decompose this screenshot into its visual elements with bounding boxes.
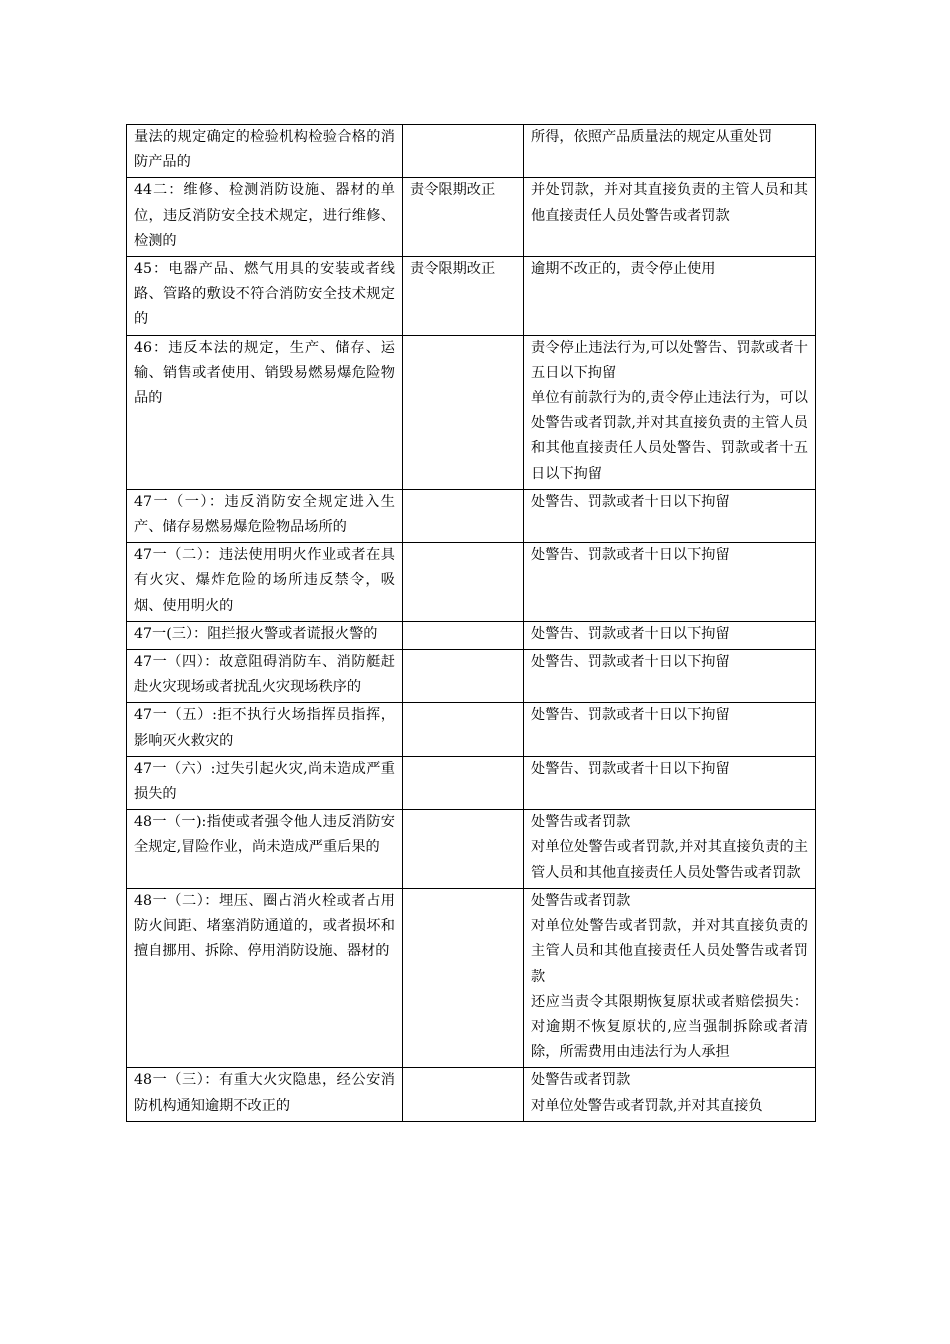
regulation-table (126, 124, 816, 1122)
measure-cell (403, 1068, 524, 1121)
penalty-paragraph: 处警告或者罚款 (531, 892, 631, 909)
violation-cell: 48一（三）：有重大火灾隐患，经公安消防机构通知逾期不改正的 (127, 1068, 403, 1121)
violation-cell: 47一（五）:拒不执行火场指挥员指挥，影响灭火救灾的 (127, 703, 403, 756)
table-row (127, 756, 816, 809)
table-row (127, 810, 816, 889)
penalty-paragraph: 所得，依照产品质量法的规定从重处罚 (531, 129, 773, 145)
penalty-paragraph: 处警告或者罚款 (531, 814, 631, 831)
penalty-cell (524, 178, 816, 257)
measure-cell (403, 810, 524, 889)
measure-cell (403, 703, 524, 756)
penalty-paragraph: 处警告、罚款或者十日以下拘留 (531, 707, 730, 724)
table-row (127, 125, 816, 178)
penalty-cell (524, 125, 816, 178)
violation-cell: 46：违反本法的规定，生产、储存、运输、销售或者使用、销毁易燃易爆危险物品的 (127, 335, 403, 489)
penalty-paragraph: 对单位处警告或者罚款,并对其直接负责的主管人员和其他直接责任人员处警告或者罚款 (531, 839, 808, 881)
violation-cell: 47一（一）：违反消防安全规定进入生产、储存易燃易爆危险物品场所的 (127, 489, 403, 542)
penalty-cell (524, 489, 816, 542)
table-row (127, 650, 816, 703)
penalty-cell (524, 888, 816, 1067)
penalty-paragraph: 处警告、罚款或者十日以下拘留 (531, 760, 730, 777)
penalty-paragraph: 处警告、罚款或者十日以下拘留 (531, 654, 730, 671)
violation-cell: 47一（二）：违法使用明火作业或者在具有火灾、爆炸危险的场所违反禁令，吸烟、使用明火的 (127, 543, 403, 622)
penalty-cell (524, 621, 816, 649)
penalty-paragraph: 处警告或者罚款 (531, 1072, 631, 1089)
violation-cell: 47一（六）:过失引起火灾,尚未造成严重损失的 (127, 756, 403, 809)
penalty-paragraph: 责令停止违法行为,可以处警告、罚款或者十五日以下拘留 (531, 339, 808, 381)
penalty-paragraph: 处警告、罚款或者十日以下拘留 (531, 625, 730, 642)
measure-cell (403, 543, 524, 622)
violation-cell: 量法的规定确定的检验机构检验合格的消防产品的 (127, 125, 403, 178)
table-row (127, 335, 816, 489)
measure-cell (403, 756, 524, 809)
table-row (127, 703, 816, 756)
violation-cell: 44二：维修、检测消防设施、器材的单位，违反消防安全技术规定，进行维修、检测的 (127, 178, 403, 257)
measure-cell (403, 489, 524, 542)
violation-cell: 48一（二）：埋压、圈占消火栓或者占用防火间距、堵塞消防通道的，或者损坏和擅自挪用、拆除、停用消防设施、器材的 (127, 888, 403, 1067)
penalty-cell (524, 257, 816, 336)
violation-cell: 48一（一):指使或者强令他人违反消防安全规定,冒险作业，尚未造成严重后果的 (127, 810, 403, 889)
penalty-paragraph: 单位有前款行为的,责令停止违法行为，可以处警告或者罚款,并对其直接负责的主管人员和其他直接责任人员处警告、罚款或者十五日以下拘留 (531, 390, 808, 482)
table-row (127, 543, 816, 622)
measure-cell (403, 888, 524, 1067)
measure-cell (403, 621, 524, 649)
penalty-cell (524, 1068, 816, 1121)
table-row (127, 257, 816, 336)
measure-cell (403, 335, 524, 489)
penalty-cell (524, 335, 816, 489)
violation-cell: 47一（四）：故意阻碍消防车、消防艇赶赴火灾现场或者扰乱火灾现场秩序的 (127, 650, 403, 703)
penalty-paragraph: 处警告、罚款或者十日以下拘留 (531, 493, 730, 510)
penalty-paragraph: 并处罚款，并对其直接负责的主管人员和其他直接责任人员处警告或者罚款 (531, 182, 808, 224)
penalty-cell (524, 543, 816, 622)
measure-cell: 责令限期改正 (403, 178, 524, 257)
penalty-cell (524, 703, 816, 756)
measure-cell: 责令限期改正 (403, 257, 524, 336)
measure-cell (403, 650, 524, 703)
table-body (127, 125, 816, 1122)
table-row (127, 1068, 816, 1121)
penalty-paragraph: 还应当责令其限期恢复原状或者赔偿损失：对逾期不恢复原状的,应当强制拆除或者清除，所需费用由违法行为人承担 (531, 993, 808, 1061)
table-row (127, 621, 816, 649)
penalty-paragraph: 对单位处警告或者罚款，并对其直接负责的主管人员和其他直接责任人员处警告或者罚款 (531, 918, 808, 985)
penalty-cell (524, 756, 816, 809)
penalty-cell (524, 810, 816, 889)
violation-cell: 47一(三）：阻拦报火警或者谎报火警的 (127, 621, 403, 649)
penalty-paragraph: 逾期不改正的，责令停止使用 (531, 261, 716, 278)
table-row (127, 489, 816, 542)
penalty-cell (524, 650, 816, 703)
penalty-paragraph: 对单位处警告或者罚款,并对其直接负 (531, 1097, 763, 1114)
table-row (127, 888, 816, 1067)
penalty-paragraph: 处警告、罚款或者十日以下拘留 (531, 547, 730, 564)
violation-cell: 45：电器产品、燃气用具的安装或者线路、管路的敷设不符合消防安全技术规定的 (127, 257, 403, 336)
table-row (127, 178, 816, 257)
measure-cell (403, 125, 524, 178)
